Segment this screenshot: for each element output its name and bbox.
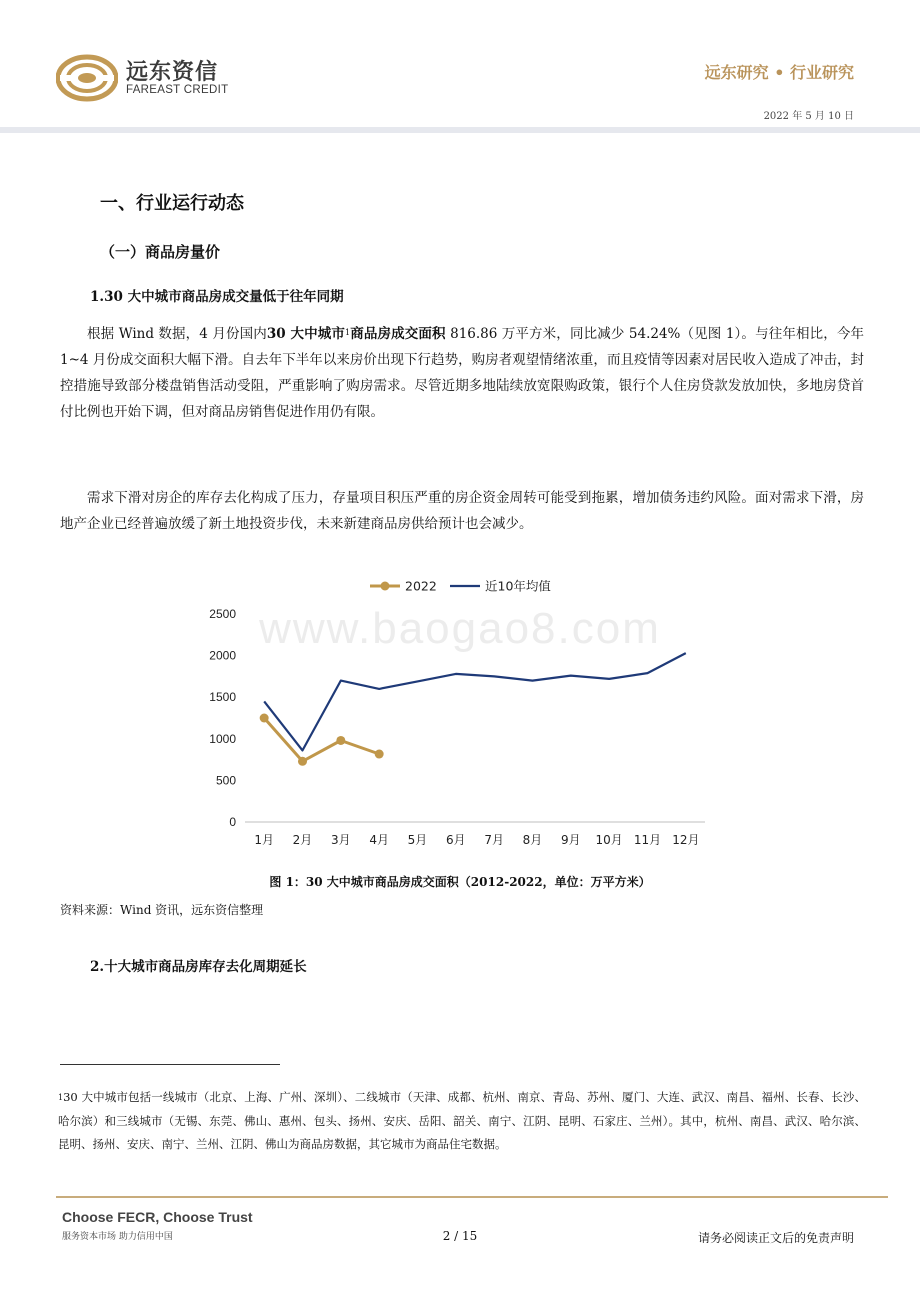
- x-tick-label: 3月: [331, 833, 351, 847]
- x-tick-label: 12月: [672, 833, 700, 847]
- paragraph-inventory-pressure: 需求下滑对房企的库存去化构成了压力，存量项目积压严重的房企资金周转可能受到拖累，增加债务违约风险。面对需求下滑，房地产企业已经普遍放缓了新土地投资步伐，未来新建商品房供给预计也会减少。: [60, 490, 864, 532]
- x-tick-label: 10月: [595, 833, 623, 847]
- footer-slogan-en: Choose FECR, Choose Trust: [62, 1209, 253, 1225]
- x-tick-label: 9月: [561, 833, 581, 847]
- x-tick-label: 1月: [254, 833, 274, 847]
- footer-divider: [56, 1196, 888, 1198]
- x-tick-label: 11月: [633, 833, 662, 847]
- figure-source: 资料来源：Wind 资讯，远东资信整理: [60, 903, 264, 917]
- header-divider: [0, 127, 920, 133]
- legend-label: 近10年均值: [485, 578, 551, 594]
- disclaimer-note: 请务必阅读正文后的免责声明: [697, 1231, 854, 1245]
- heading-level-3-inventory: 2.十大城市商品房库存去化周期延长: [90, 959, 307, 975]
- heading-level-1: 一、行业运行动态: [100, 193, 244, 214]
- legend-label: 2022: [405, 578, 437, 594]
- para1-bold-cities: 30 大中城市: [266, 326, 346, 342]
- logo-text-en: FAREAST CREDIT: [126, 84, 229, 96]
- footer-slogan-cn: 服务资本市场 助力信用中国: [62, 1232, 173, 1242]
- report-section-label: 远东研究 • 行业研究: [704, 63, 854, 82]
- data-point: [336, 736, 345, 745]
- y-tick-label: 2500: [209, 607, 236, 621]
- data-point: [260, 714, 269, 723]
- line-chart: [200, 568, 720, 858]
- logo-text-cn: 远东资信: [126, 60, 219, 85]
- watermark: www.baogao8.com: [259, 604, 661, 653]
- para1-text-post: 816.86 万平方米，同比减少 54.24%（见图 1）。与往年相比，今年 1~4 月份成交面积大幅下滑。自去年下半年以来房价出现下行趋势，购房者观望情绪浓重，而且疫情等因素对居民收入造成了冲击，封控措施导致部分楼盘销售活动受阻，严重影响了购房需求。尽管近期多地陆续放宽限购政策，银行个人住房贷款发放加快，多地房贷首付比例也开始下调，但对商品房销售促进作用仍有限。: [60, 326, 864, 420]
- page-number: 2 / 15: [442, 1229, 478, 1243]
- heading-level-3-transactions: 1.30 大中城市商品房成交量低于往年同期: [90, 289, 344, 305]
- footnote-number: 1: [58, 1093, 64, 1102]
- x-tick-label: 7月: [484, 833, 504, 847]
- footnote-ref: 1: [345, 328, 351, 337]
- footnote-text: 30 大中城市包括一线城市（北京、上海、广州、深圳）、二线城市（天津、成都、杭州、南京、青岛、苏州、厦门、大连、武汉、南昌、福州、长春、长沙、哈尔滨）和三线城市（无锡、东莞、佛山、惠州、包头、扬州、安庆、岳阳、韶关、南宁、江阴、昆明、石家庄、兰州）。其中，杭州、南昌、武汉、哈尔滨、昆明、扬州、安庆、南宁、兰州、江阴、佛山为商品房数据，其它城市为商品住宅数据。: [58, 1090, 866, 1151]
- y-tick-label: 2000: [209, 648, 236, 663]
- y-tick-label: 1500: [209, 690, 236, 705]
- figure-caption: 图 1：30 大中城市商品房成交面积（2012-2022，单位：万平方米）: [269, 875, 651, 889]
- x-tick-label: 6月: [446, 833, 466, 847]
- series-line-1: [264, 653, 686, 750]
- footnote: [58, 1086, 866, 1157]
- y-tick-label: 1000: [209, 731, 236, 746]
- x-tick-label: 5月: [407, 833, 428, 847]
- fareast-credit-logo-icon: [56, 54, 118, 102]
- heading-level-2: （一）商品房量价: [100, 243, 221, 261]
- legend-swatch-marker: [381, 582, 390, 591]
- y-tick-label: 0: [229, 815, 236, 829]
- data-point: [298, 757, 307, 766]
- x-tick-label: 2月: [292, 833, 313, 847]
- para1-bold-metric: 商品房成交面积: [350, 326, 446, 342]
- y-tick-label: 500: [215, 773, 236, 788]
- x-tick-label: 4月: [369, 833, 389, 847]
- para1-text-pre: 根据 Wind 数据，4 月份国内: [87, 326, 267, 342]
- paragraph-transactions: [60, 321, 864, 425]
- data-point: [375, 750, 384, 759]
- x-tick-label: 8月: [522, 833, 543, 847]
- footnote-divider: [60, 1064, 280, 1065]
- report-date: 2022 年 5 月 10 日: [763, 111, 854, 122]
